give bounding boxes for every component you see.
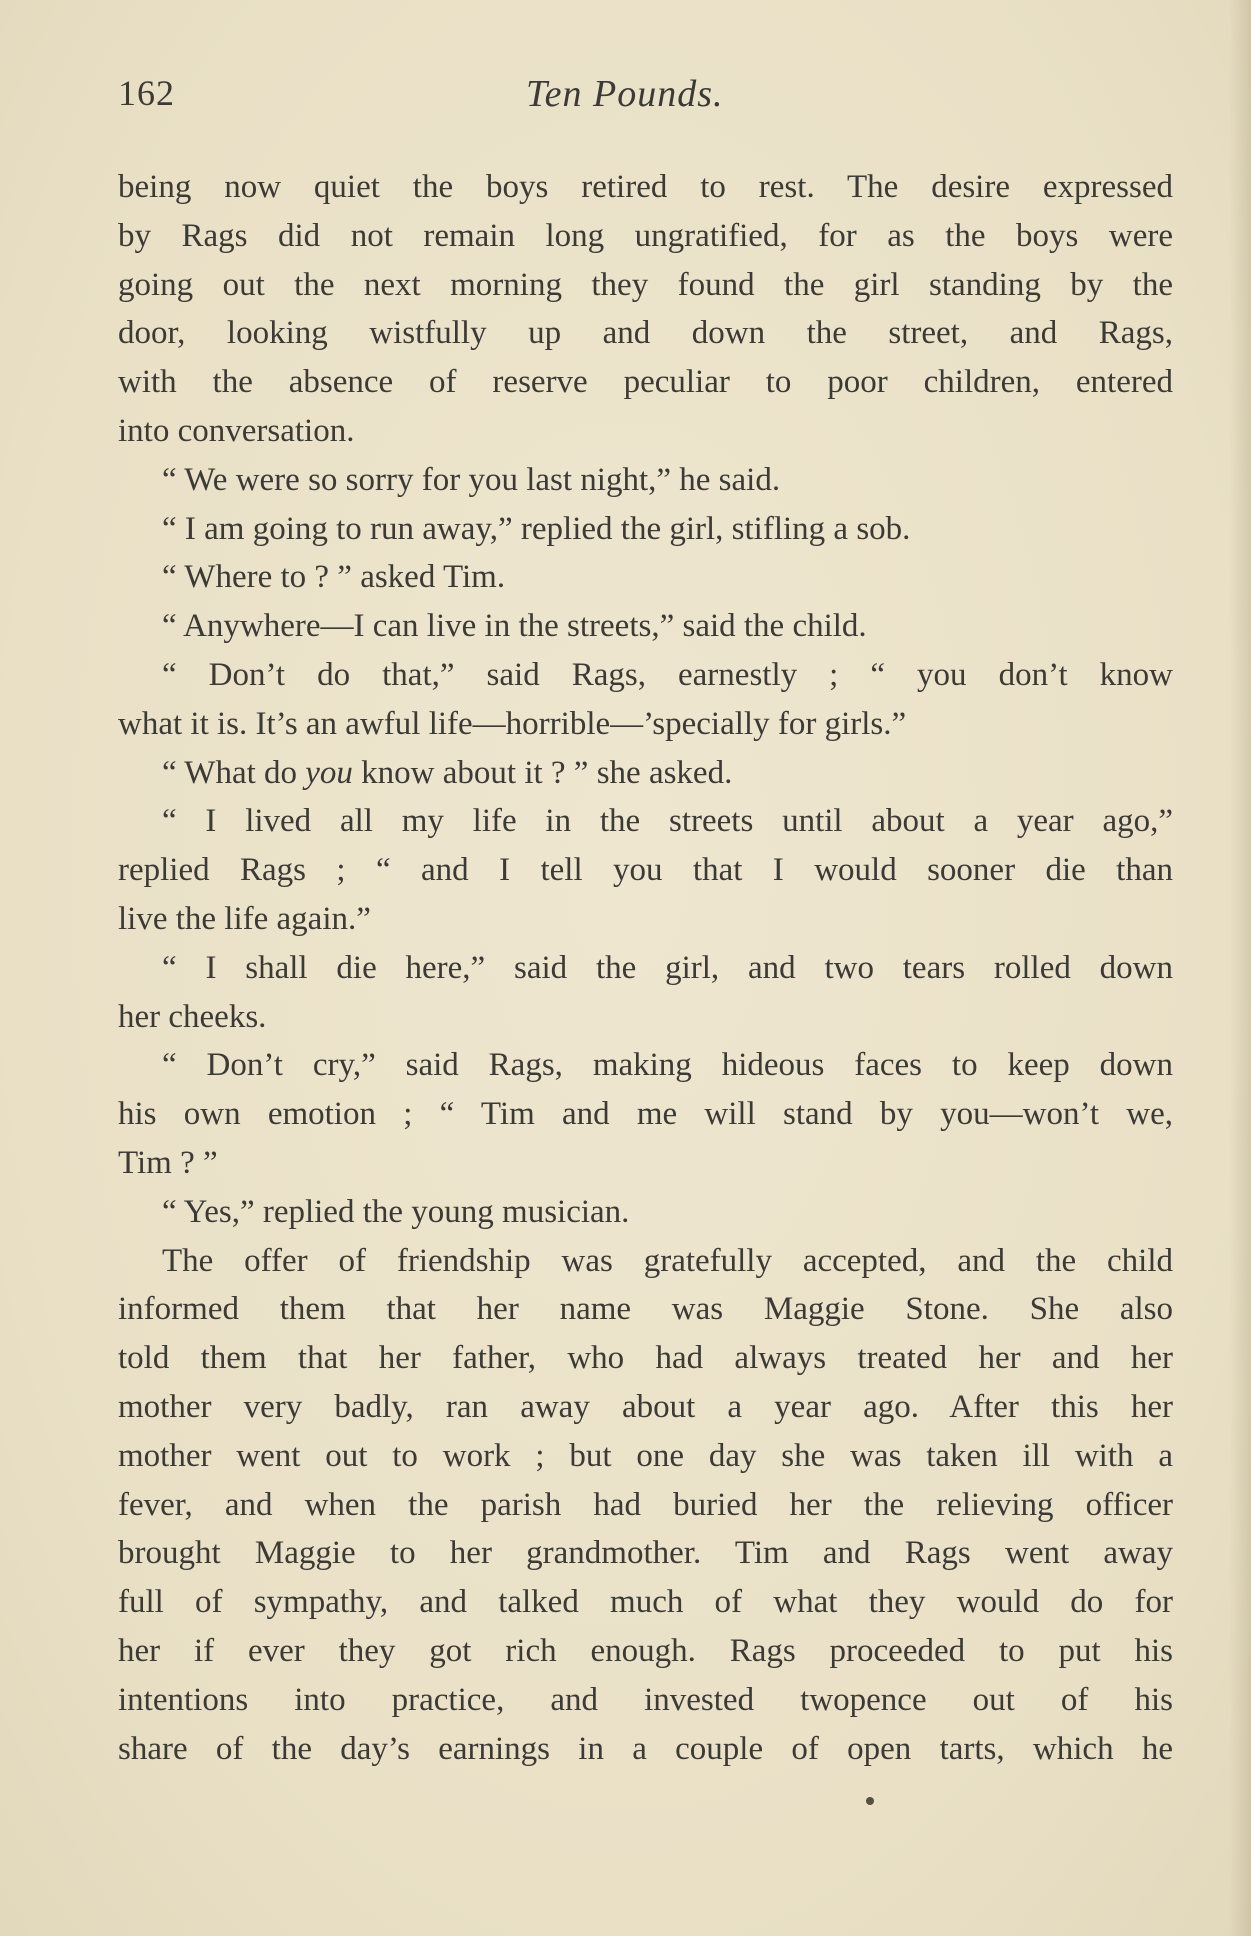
text-line: share of the day’s earnings in a couple of open tarts, which he <box>118 1730 1173 1767</box>
text-line: mother went out to work ; but one day she was taken ill with a <box>118 1437 1173 1474</box>
text-line: into conversation. <box>118 412 355 449</box>
text-line: door, looking wistfully up and down the street, and Rags, <box>118 315 1173 352</box>
text-line: informed them that her name was Maggie Stone. She also <box>118 1291 1173 1328</box>
text-line: what it is. It’s an awful life—horrible—’specially for girls.” <box>118 705 907 742</box>
page-edge-shadow <box>1229 0 1251 1936</box>
text-line: brought Maggie to her grandmother. Tim and Rags went away <box>118 1535 1173 1572</box>
text-line: by Rags did not remain long ungratified, for as the boys were <box>118 217 1173 254</box>
page-header <box>118 72 1178 122</box>
text-line: with the absence of reserve peculiar to poor children, entered <box>118 364 1173 401</box>
text-line: live the life again.” <box>118 900 371 937</box>
text-line: her if ever they got rich enough. Rags proceeded to put his <box>118 1632 1173 1669</box>
page-number: 162 <box>118 73 175 113</box>
text-line: Tim ? ” <box>118 1144 218 1181</box>
text-line: “ Where to ? ” asked Tim. <box>162 559 506 596</box>
text-line: her cheeks. <box>118 998 267 1035</box>
text-segment: “ What do <box>162 754 306 791</box>
running-title: Ten Pounds. <box>526 73 724 115</box>
text-line: intentions into practice, and invested twopence out of his <box>118 1681 1173 1718</box>
text-line: full of sympathy, and talked much of what they would do for <box>118 1584 1173 1621</box>
text-line: going out the next morning they found the girl standing by the <box>118 266 1173 303</box>
text-line: told them that her father, who had always treated her and her <box>118 1340 1173 1377</box>
text-line: “ We were so sorry for you last night,” he said. <box>162 461 781 498</box>
text-line: The offer of friendship was gratefully accepted, and the child <box>162 1242 1173 1279</box>
text-segment: know about it ? ” she asked. <box>352 754 733 791</box>
text-line <box>118 749 1173 798</box>
text-line: fever, and when the parish had buried her the relieving officer <box>118 1486 1173 1523</box>
text-line: mother very badly, ran away about a year ago. After this her <box>118 1388 1173 1425</box>
text-line: “ Yes,” replied the young musician. <box>162 1193 630 1230</box>
text-line: “ I shall die here,” said the girl, and two tears rolled down <box>162 949 1173 986</box>
text-line: “ Don’t do that,” said Rags, earnestly ; “ you don’t know <box>162 656 1173 693</box>
text-line: his own emotion ; “ Tim and me will stand by you—won’t we, <box>118 1096 1173 1133</box>
emphasis-word: you <box>305 754 353 791</box>
text-line: “ I lived all my life in the streets until about a year ago,” <box>162 803 1173 840</box>
text-line: “ Anywhere—I can live in the streets,” said the child. <box>162 608 867 645</box>
text-line: “ Don’t cry,” said Rags, making hideous faces to keep down <box>162 1047 1173 1084</box>
text-line: “ I am going to run away,” replied the girl, stifling a sob. <box>162 510 911 547</box>
ink-speck <box>866 1797 874 1805</box>
text-line: being now quiet the boys retired to rest. The desire expressed <box>118 169 1173 205</box>
body-text <box>118 163 1173 1773</box>
text-line: replied Rags ; “ and I tell you that I would sooner die than <box>118 852 1173 889</box>
